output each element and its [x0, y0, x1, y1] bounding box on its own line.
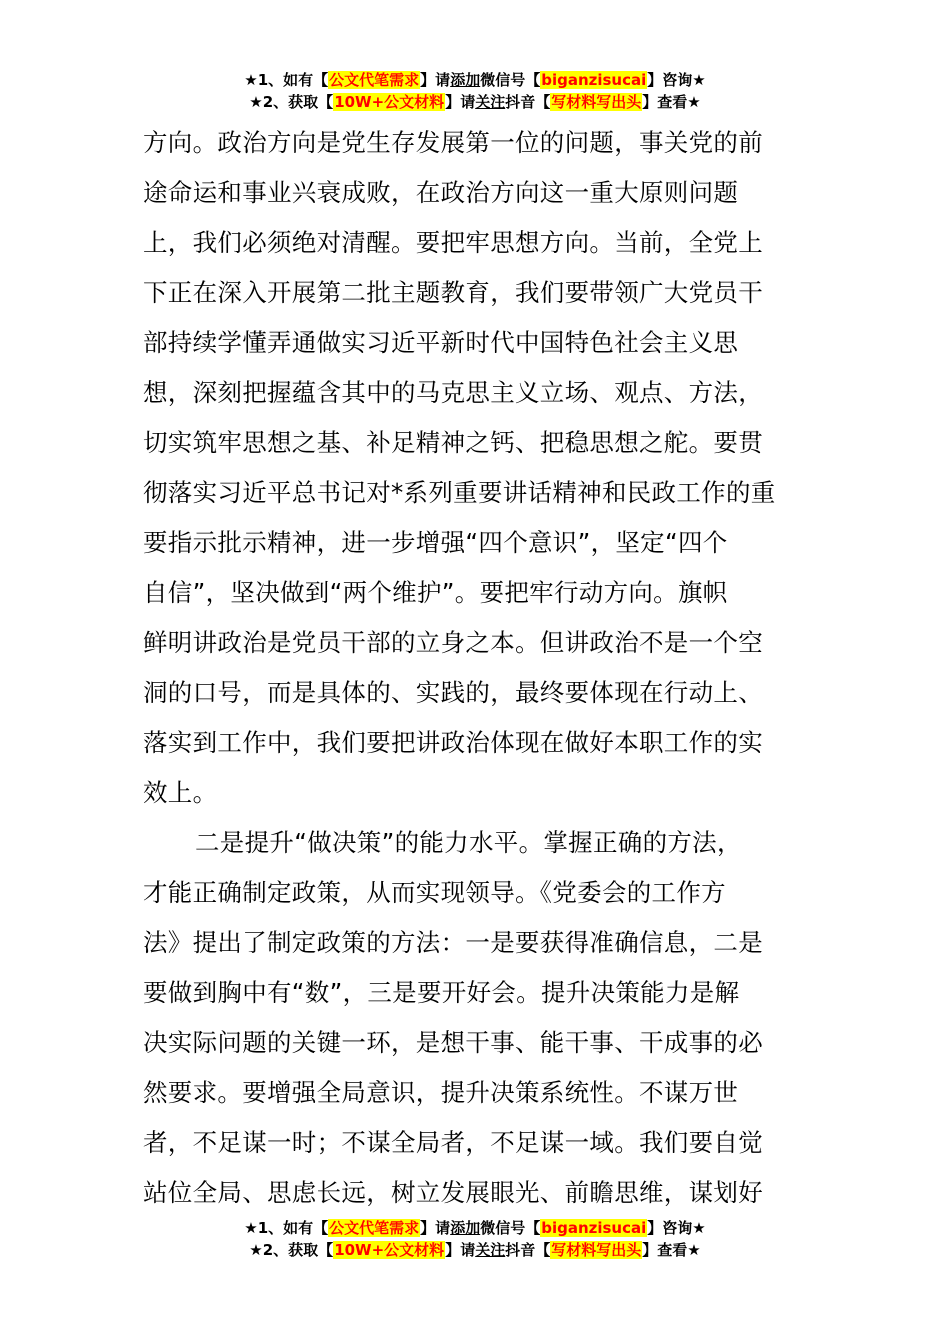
- text-line: 效上。: [143, 778, 218, 807]
- text-line: 彻落实习近平总书记对*系列重要讲话精神和民政工作的重: [143, 478, 776, 507]
- banner-highlight: 写材料写出头: [551, 93, 642, 111]
- banner-text: ★2、获取【: [249, 1241, 334, 1259]
- banner-line-1: [0, 69, 950, 91]
- text-line: 方向。政治方向是党生存发展第一位的问题，事关党的前: [143, 128, 763, 157]
- text-line: 要做到胸中有“数”，三是要开好会。提升决策能力是解: [143, 978, 740, 1007]
- text-line: 途命运和事业兴衰成败，在政治方向这一重大原则问题: [143, 178, 739, 207]
- text-line: 上，我们必须绝对清醒。要把牢思想方向。当前，全党上: [143, 228, 763, 257]
- document-body: [143, 118, 807, 1218]
- banner-highlight: biganzisucai: [541, 71, 647, 89]
- text-line: 部持续学懂弄通做实习近平新时代中国特色社会主义思: [143, 328, 739, 357]
- header-banner: [0, 69, 950, 113]
- banner-highlight: 公文代笔需求: [329, 1219, 420, 1237]
- text-line: 切实筑牢思想之基、补足精神之钙、把稳思想之舵。要贯: [143, 428, 763, 457]
- banner-text: 抖音【: [505, 93, 551, 111]
- banner-text: ★1、如有【: [244, 1219, 329, 1237]
- banner-text: 】请: [420, 1219, 451, 1237]
- text-line: 站位全局、思虑长远，树立发展眼光、前瞻思维，谋划好: [143, 1178, 763, 1207]
- banner-text: 】查看★: [642, 1241, 701, 1259]
- banner-text: ★2、获取【: [249, 93, 334, 111]
- banner-highlight: biganzisucai: [541, 1219, 647, 1237]
- banner-underline: 关注: [475, 93, 506, 111]
- text-line: 想，深刻把握蕴含其中的马克思主义立场、观点、方法，: [143, 378, 763, 407]
- text-line: 鲜明讲政治是党员干部的立身之本。但讲政治不是一个空: [143, 628, 763, 657]
- text-line: 然要求。要增强全局意识，提升决策系统性。不谋万世: [143, 1078, 739, 1107]
- text-line: 自信”，坚决做到“两个维护”。要把牢行动方向。旗帜: [143, 578, 728, 607]
- text-line: 者，不足谋一时；不谋全局者，不足谋一域。我们要自觉: [143, 1128, 763, 1157]
- banner-text: ★1、如有【: [244, 71, 329, 89]
- banner-underline: 关注: [475, 1241, 506, 1259]
- banner-underline: 添加: [450, 1219, 481, 1237]
- banner-highlight: 写材料写出头: [551, 1241, 642, 1259]
- banner-text: 】查看★: [642, 93, 701, 111]
- text-line: 法》提出了制定政策的方法：一是要获得准确信息，二是: [143, 928, 763, 957]
- banner-line-2: [0, 91, 950, 113]
- banner-text: 】咨询★: [647, 1219, 706, 1237]
- banner-text: 】咨询★: [647, 71, 706, 89]
- banner-text: 微信号【: [480, 1219, 541, 1237]
- text-line: 洞的口号，而是具体的、实践的，最终要体现在行动上、: [143, 678, 763, 707]
- text-line: 落实到工作中，我们要把讲政治体现在做好本职工作的实: [143, 728, 763, 757]
- paragraph-start-line: 二是提升“做决策”的能力水平。掌握正确的方法，: [195, 828, 742, 857]
- banner-line-2: [0, 1239, 950, 1261]
- banner-highlight: 公文代笔需求: [329, 71, 420, 89]
- text-line: 下正在深入开展第二批主题教育，我们要带领广大党员干: [143, 278, 763, 307]
- banner-underline: 添加: [450, 71, 481, 89]
- banner-text: 】请: [420, 71, 451, 89]
- banner-text: 】请: [445, 1241, 476, 1259]
- text-line: 要指示批示精神，进一步增强“四个意识”，坚定“四个: [143, 528, 728, 557]
- footer-banner: [0, 1217, 950, 1261]
- banner-text: 】请: [445, 93, 476, 111]
- banner-highlight: 10W+公文材料: [334, 1241, 445, 1259]
- text-line: 决实际问题的关键一环，是想干事、能干事、干成事的必: [143, 1028, 763, 1057]
- banner-text: 微信号【: [480, 71, 541, 89]
- banner-highlight: 10W+公文材料: [334, 93, 445, 111]
- banner-line-1: [0, 1217, 950, 1239]
- banner-text: 抖音【: [505, 1241, 551, 1259]
- text-line: 才能正确制定政策，从而实现领导。《党委会的工作方: [143, 878, 726, 907]
